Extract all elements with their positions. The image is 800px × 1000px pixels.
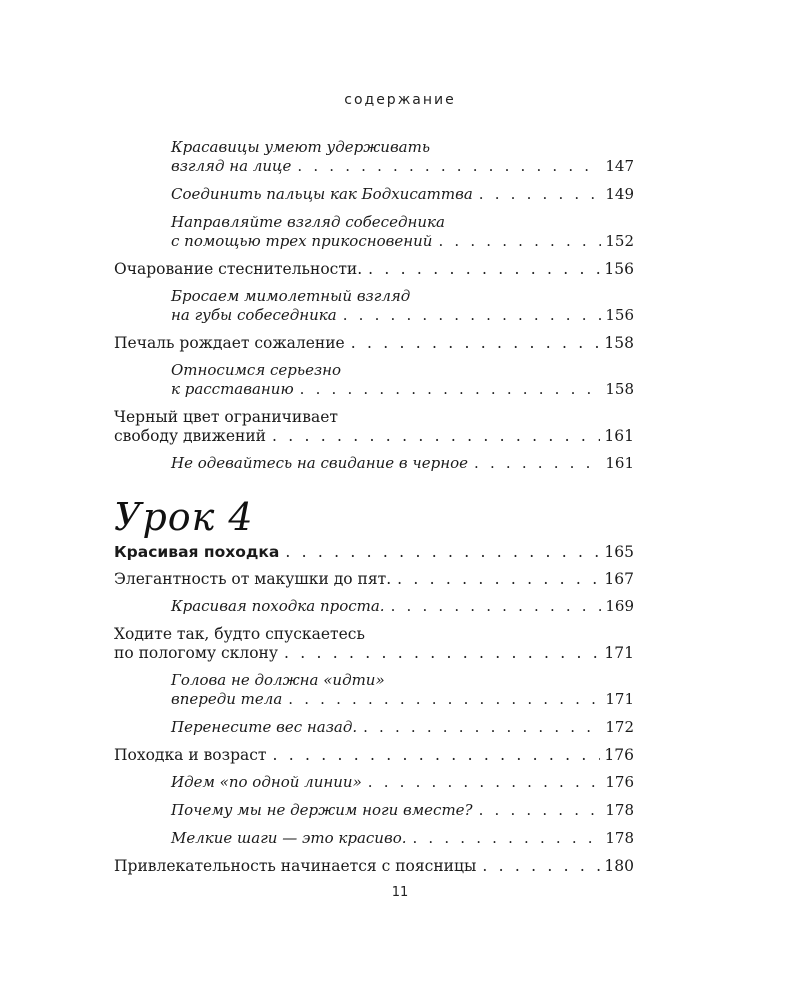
entry-title-line: Красавицы умеют удерживать <box>171 138 431 156</box>
page-number: 149 <box>605 185 634 203</box>
page-number: 161 <box>605 454 634 472</box>
page-number: 178 <box>605 829 634 847</box>
entry-title-line: Идем «по одной линии» <box>171 773 362 791</box>
toc-entry[interactable] <box>114 408 634 446</box>
dot-leader <box>413 829 602 848</box>
running-head: содержание <box>344 92 456 108</box>
toc-subentry[interactable] <box>171 361 634 399</box>
entry-title-line: впереди тела <box>171 690 283 708</box>
entry-title-line: Относимся серьезно <box>171 361 342 379</box>
page-number: 169 <box>605 597 634 615</box>
entry-title-line: Голова не должна «идти» <box>171 671 385 689</box>
entry-title-line: Печаль рождает сожаление <box>114 334 345 352</box>
entry-title-line: Черный цвет ограничивает <box>114 408 338 426</box>
entry-title-line: взгляд на лице <box>171 157 292 175</box>
dot-leader <box>273 746 601 765</box>
entry-title-line: с помощью трех прикосновений <box>171 232 433 250</box>
toc-entry[interactable] <box>114 857 634 876</box>
entry-title-line: Направляйте взгляд собеседника <box>171 213 445 231</box>
dot-leader <box>438 232 601 251</box>
page-number: 165 <box>604 543 634 561</box>
dot-leader <box>363 718 601 737</box>
page-number: 172 <box>605 718 634 736</box>
entry-title-line: Перенесите вес назад. <box>171 718 358 736</box>
dot-leader <box>288 690 601 709</box>
dot-leader <box>397 570 600 589</box>
page-number: 171 <box>604 644 634 662</box>
dot-leader <box>482 857 600 876</box>
toc-entry[interactable] <box>114 570 634 589</box>
entry-title-line: Мелкие шаги — это красиво. <box>171 829 407 847</box>
toc-entry[interactable] <box>114 746 634 765</box>
page-number: 156 <box>605 306 634 324</box>
entry-title-line: по пологому склону <box>114 644 278 662</box>
dot-leader <box>284 644 600 663</box>
toc-subentry[interactable] <box>171 597 634 616</box>
toc-subentry[interactable] <box>171 185 634 204</box>
toc-entry[interactable] <box>114 334 634 353</box>
entry-title-line: Красивая походка проста. <box>171 597 385 615</box>
entry-title-line: Бросаем мимолетный взгляд <box>171 287 411 305</box>
dot-leader <box>368 260 600 279</box>
toc-subentry[interactable] <box>171 718 634 737</box>
entry-title-line: Соединить пальцы как Бодхисаттва <box>171 185 473 203</box>
toc-subentry[interactable] <box>171 138 634 176</box>
dot-leader <box>272 427 600 446</box>
chapter-entry[interactable] <box>114 543 634 562</box>
toc-subentry[interactable] <box>171 773 634 792</box>
toc-subentry[interactable] <box>171 829 634 848</box>
page-number: 152 <box>605 232 634 250</box>
page-number: 178 <box>605 801 634 819</box>
toc-subentry[interactable] <box>171 287 634 325</box>
dot-leader <box>474 454 601 473</box>
dot-leader <box>479 801 602 820</box>
entry-title-line: на губы собеседника <box>171 306 337 324</box>
table-of-contents <box>114 138 634 884</box>
entry-title-line: Походка и возраст <box>114 746 267 764</box>
entry-title-line: Не одевайтесь на свидание в черное <box>171 454 469 472</box>
toc-subentry[interactable] <box>171 213 634 251</box>
toc-list-top <box>114 138 634 473</box>
toc-subentry[interactable] <box>171 454 634 473</box>
page-number: 161 <box>604 427 634 445</box>
dot-leader <box>300 380 602 399</box>
entry-title-line: Очарование стеснительности. <box>114 260 363 278</box>
dot-leader <box>391 597 602 616</box>
toc-subentry[interactable] <box>171 801 634 820</box>
page-number: 171 <box>605 690 634 708</box>
entry-title-line: свободу движений <box>114 427 267 445</box>
page-number: 176 <box>605 773 634 791</box>
toc-entry[interactable] <box>114 625 634 663</box>
page-number: 158 <box>605 380 634 398</box>
entry-title-line: Ходите так, будто спускаетесь <box>114 625 365 643</box>
chapter-title: Красивая походка <box>114 543 280 561</box>
page-folio: 11 <box>391 885 409 900</box>
dot-leader <box>368 773 602 792</box>
lesson-heading: Урок 4 <box>114 495 254 539</box>
entry-title-line: Привлекательность начинается с поясницы <box>114 857 477 875</box>
dot-leader <box>479 185 602 204</box>
entry-title-line: к расставанию <box>171 380 294 398</box>
dot-leader <box>297 157 601 176</box>
dot-leader <box>285 543 600 562</box>
page-number: 156 <box>604 260 634 278</box>
toc-subentry[interactable] <box>171 671 634 709</box>
page-number: 167 <box>604 570 634 588</box>
page-number: 158 <box>604 334 634 352</box>
toc-entry[interactable] <box>114 260 634 279</box>
page-number: 147 <box>605 157 634 175</box>
dot-leader <box>343 306 602 325</box>
page-number: 176 <box>604 746 634 764</box>
dot-leader <box>351 334 601 353</box>
toc-list-bottom <box>114 570 634 876</box>
page-number: 180 <box>604 857 634 875</box>
entry-title-line: Почему мы не держим ноги вместе? <box>171 801 473 819</box>
entry-title-line: Элегантность от макушки до пят. <box>114 570 392 588</box>
